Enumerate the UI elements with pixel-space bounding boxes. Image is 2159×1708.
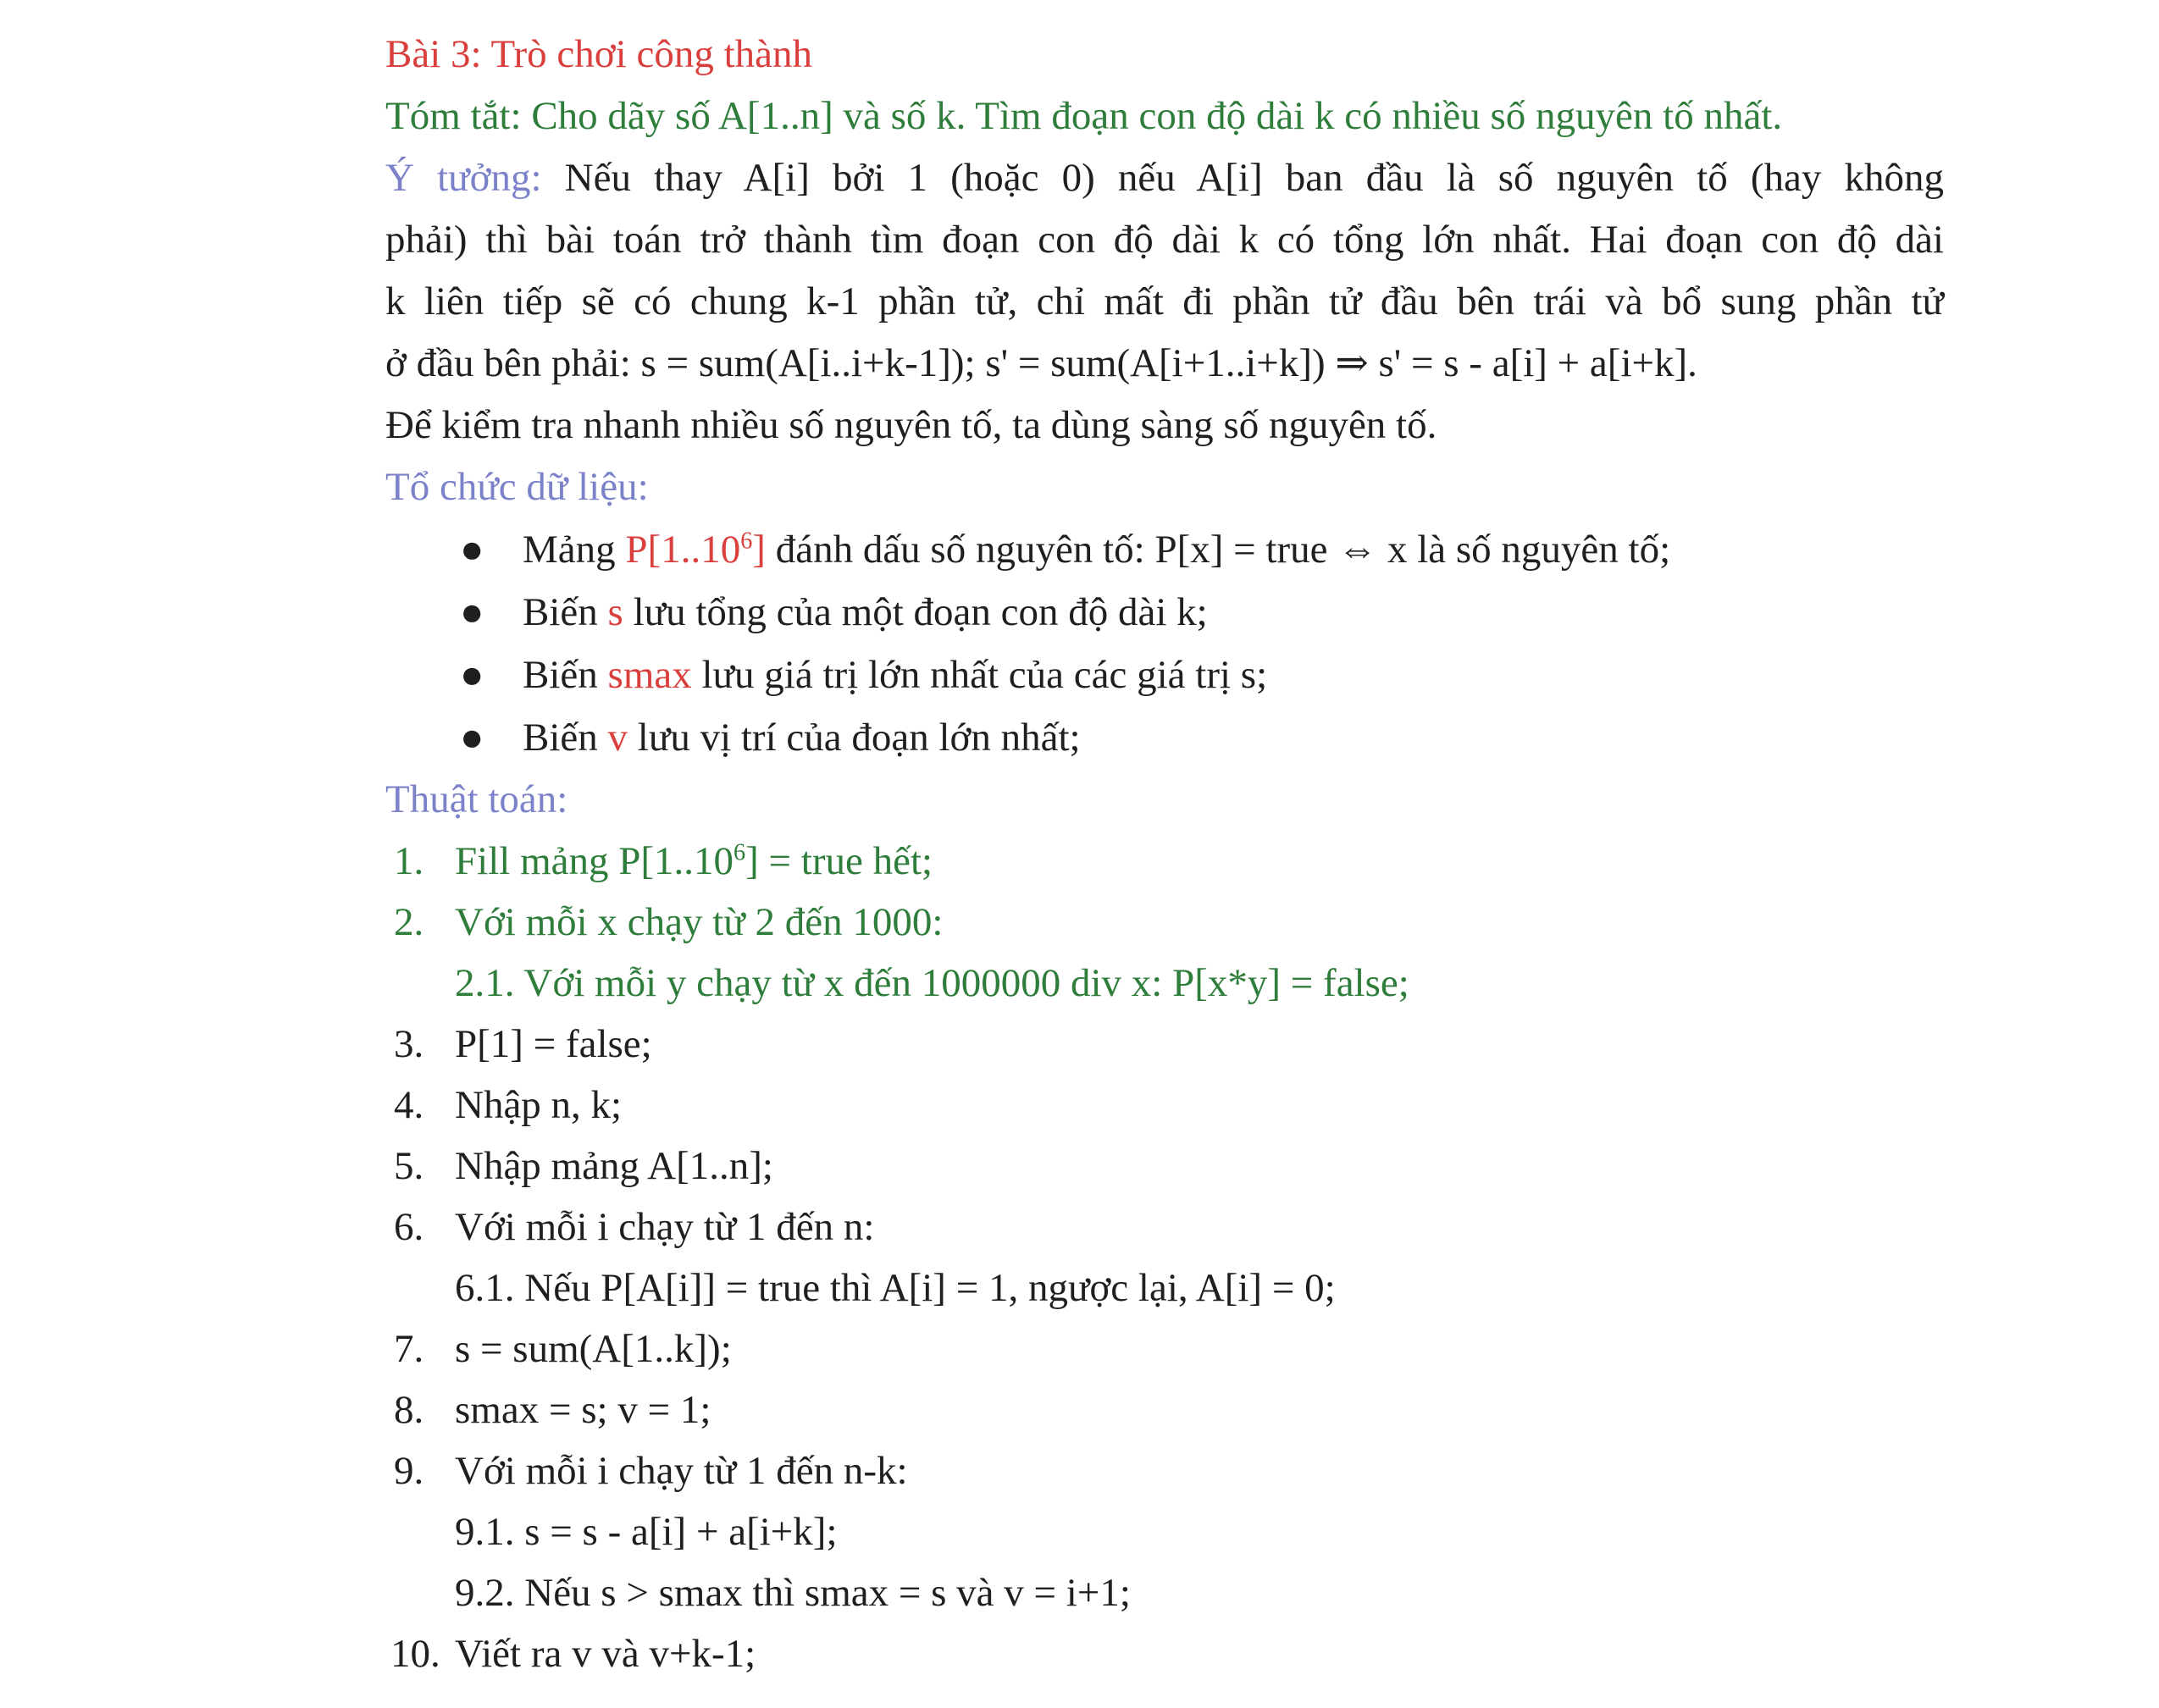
step-text: P[1] = false; [455,1022,652,1066]
data-org-heading: Tổ chức dữ liệu: [385,465,649,509]
data-org-list [385,518,1944,769]
algorithm-steps [385,831,1944,1684]
list-item [385,953,1944,1014]
idea-line-4: ở đầu bên phải: s = sum(A[i..i+k-1]); s' = sum(A[i+1..i+k]) ⇒ s' = s - a[i] + a[i+k]. [385,341,1697,385]
step-text-end: ] = true hết; [745,839,933,883]
list-item [385,518,1944,581]
step-text: s = sum(A[1..k]); [455,1327,732,1371]
bullet-text: lưu vị trí của đoạn lớn nhất; [628,716,1081,760]
bullet-variable: s [607,590,623,634]
list-item [385,1318,1944,1379]
summary-label: Tóm tắt: [385,94,522,138]
step-number: 4. [394,1083,424,1127]
step-text: Viết ra v và v+k-1; [455,1632,756,1676]
bullet-variable: v [607,716,628,760]
bullet-text: lưu giá trị lớn nhất của các giá trị s; [691,653,1268,697]
idea-line-3: k liên tiếp sẽ có chung k-1 phần tử, chỉ mất đi phần tử đầu bên trái và bổ sung phần tử [385,279,1944,323]
list-item [385,1014,1944,1075]
idea-label: Ý tưởng: [385,156,542,200]
bullet-prefix: Biến [523,590,608,634]
bullet-prefix: Mảng [523,528,626,572]
step-text: Với mỗi x chạy từ 2 đến 1000: [455,900,944,944]
list-item [385,1623,1944,1684]
document-page [385,24,1944,1684]
bullet-icon: ● [460,528,484,572]
bullet-text: lưu tổng của một đoạn con độ dài k; [623,590,1208,634]
step-text: 6.1. Nếu P[A[i]] = true thì A[i] = 1, ngược lại, A[i] = 0; [455,1266,1336,1310]
step-number: 9. [394,1449,424,1493]
step-text: 9.2. Nếu s > smax thì smax = s và v = i+1; [455,1571,1131,1615]
list-item [385,1075,1944,1136]
bullet-text: đánh dấu số nguyên tố: P[x] = true ⇔ x là số nguyên tố; [765,528,1671,572]
bullet-prefix: Biến [523,716,608,760]
step-number: 2. [394,900,424,944]
list-item [385,1258,1944,1318]
bullet-icon: ● [460,653,484,697]
bullet-icon: ● [460,590,484,634]
step-text: Fill mảng P[1..10 [455,839,734,883]
idea-line-2: phải) thì bài toán trở thành tìm đoạn con độ dài k có tổng lớn nhất. Hai đoạn con độ dài [385,218,1944,262]
list-item [385,1379,1944,1440]
step-text: Với mỗi i chạy từ 1 đến n-k: [455,1449,908,1493]
step-text: Với mỗi i chạy từ 1 đến n: [455,1205,875,1249]
page-title: Bài 3: Trò chơi công thành [385,32,812,76]
bullet-prefix: Biến [523,653,608,697]
step-text: smax = s; v = 1; [455,1388,711,1432]
step-number: 10. [390,1632,440,1676]
bullet-variable: smax [607,653,692,697]
list-item [385,892,1944,953]
step-text: 9.1. s = s - a[i] + a[i+k]; [455,1510,838,1554]
step-text: 2.1. Với mỗi y chạy từ x đến 1000000 div x: P[x*y] = false; [455,961,1409,1005]
list-item [385,831,1944,892]
summary [385,86,1944,147]
step-text: Nhập mảng A[1..n]; [455,1144,773,1188]
idea-text-1: Nếu thay A[i] bởi 1 (hoặc 0) nếu A[i] ban đầu là số nguyên tố (hay không [564,156,1944,200]
step-number: 3. [394,1022,424,1066]
list-item [385,1501,1944,1562]
algorithm-heading: Thuật toán: [385,777,568,821]
list-item [385,706,1944,769]
step-superscript: 6 [734,839,746,866]
step-number: 5. [394,1144,424,1188]
list-item [385,644,1944,706]
list-item [385,1440,1944,1501]
idea-paragraph [385,147,1944,456]
list-item [385,1136,1944,1197]
list-item [385,1197,1944,1258]
bullet-variable: P[1..10$^6$] [625,528,766,572]
list-item [385,1562,1944,1623]
step-number: 1. [394,839,424,883]
summary-text: Cho dãy số A[1..n] và số k. Tìm đoạn con độ dài k có nhiều số nguyên tố nhất. [531,94,1783,138]
step-number: 6. [394,1205,424,1249]
list-item [385,581,1944,644]
idea-line-5: Để kiểm tra nhanh nhiều số nguyên tố, ta dùng sàng số nguyên tố. [385,403,1437,447]
bullet-icon: ● [460,716,484,760]
step-number: 7. [394,1327,424,1371]
step-text: Nhập n, k; [455,1083,623,1127]
idea-line-1 [385,147,1944,209]
step-number: 8. [394,1388,424,1432]
